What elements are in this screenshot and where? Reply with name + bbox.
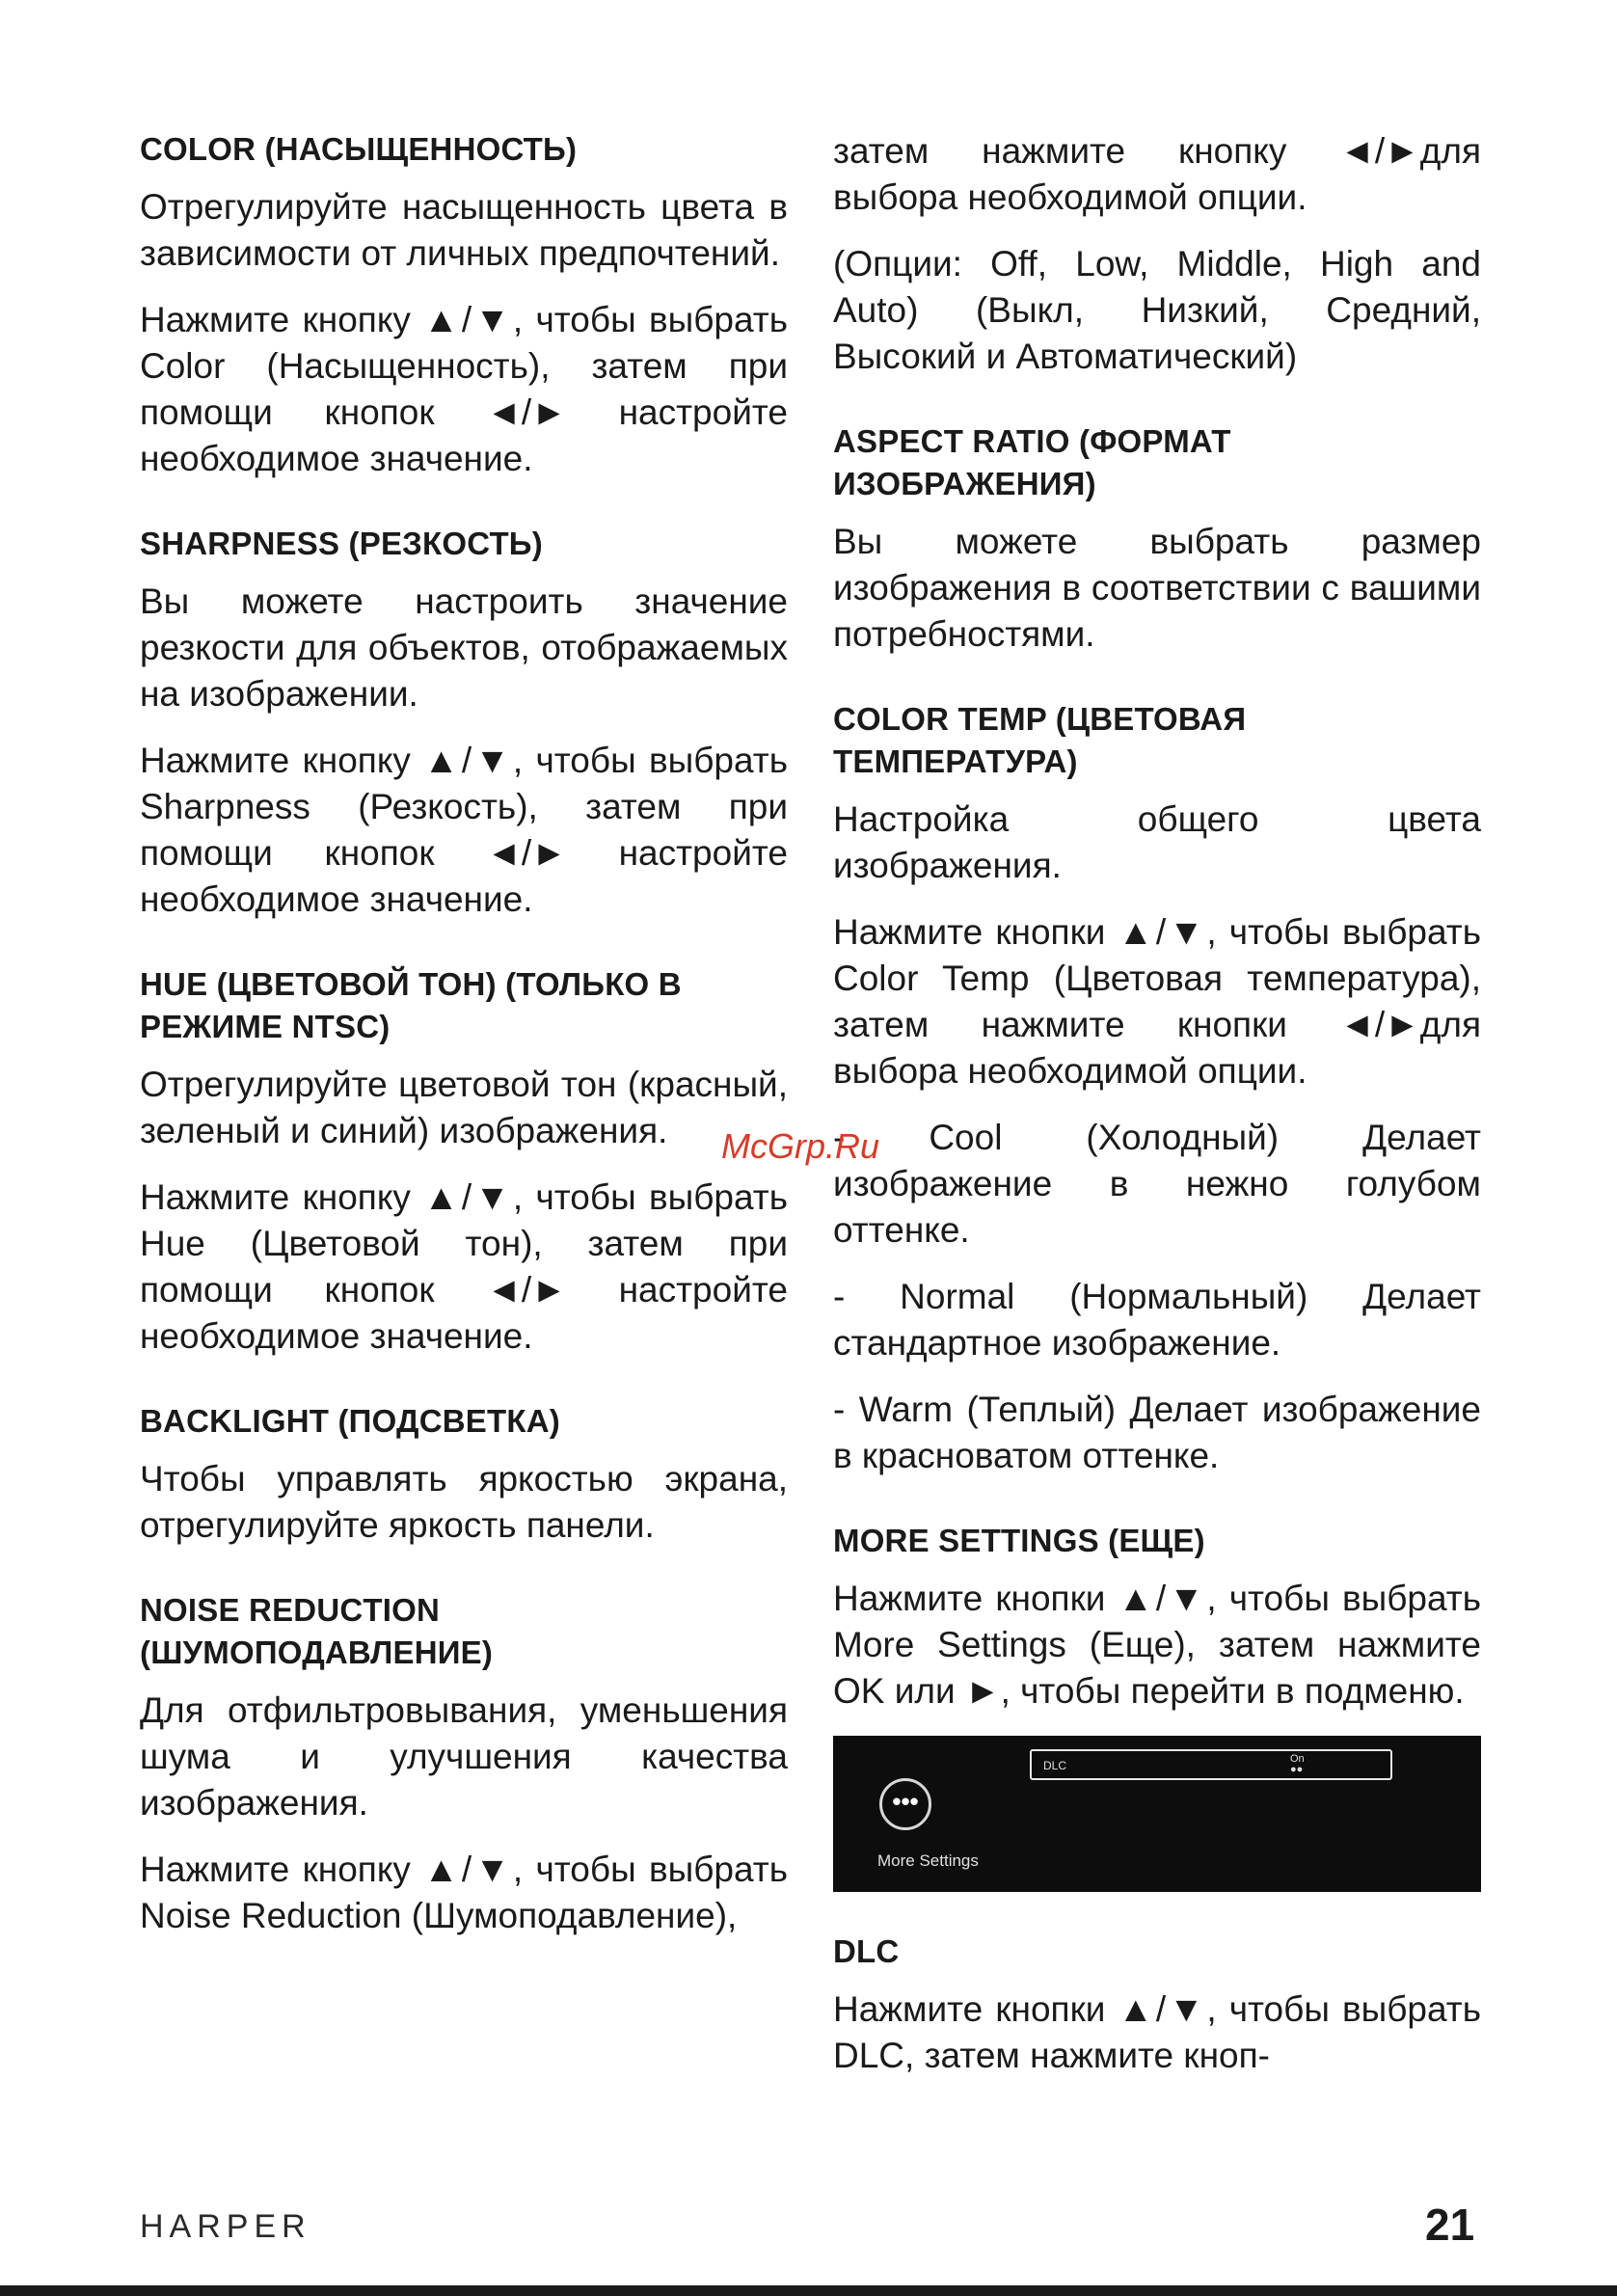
section [140, 523, 788, 923]
paragraph: Вы можете настроить значение резкости для объектов, отображаемых на изображении. [140, 581, 788, 714]
paragraph: Нажмите кнопку ▲/▼, чтобы выбрать Noise Reduction (Шумоподавление), [140, 1850, 788, 1935]
more-settings-icon: ••• [879, 1778, 931, 1830]
section-heading: DLC [833, 1933, 900, 1969]
right-column [833, 128, 1481, 2120]
section-heading: SHARPNESS (РЕЗКОСТЬ) [140, 526, 543, 561]
section-heading: NOISE REDUCTION (ШУМОПОДАВЛЕНИЕ) [140, 1592, 494, 1670]
watermark: McGrp.Ru [721, 1126, 880, 1166]
paragraph: Настройка общего цвета изображения. [833, 799, 1481, 885]
section [140, 128, 788, 482]
paragraph: Нажмите кнопку ▲/▼, чтобы выбрать Hue (Цветовой тон), затем при помощи кнопок ◄/► настройте необходимое значение. [140, 1177, 788, 1356]
section-heading: MORE SETTINGS (ЕЩЕ) [833, 1523, 1205, 1558]
page-number: 21 [1425, 2200, 1475, 2250]
paragraph: Вы можете выбрать размер изображения в соответствии с вашими потребностями. [833, 522, 1481, 654]
dlc-field [1030, 1749, 1392, 1780]
dlc-field-label: DLC [1043, 1759, 1067, 1772]
paragraph: (Опции: Off, Low, Middle, High and Auto) (Выкл, Низкий, Средний, Высокий и Автоматический) [833, 244, 1481, 376]
left-column [140, 128, 788, 1980]
section-heading: ASPECT RATIO (ФОРМАТ ИЗОБРАЖЕНИЯ) [833, 423, 1231, 501]
section [140, 1589, 788, 1939]
more-settings-screenshot [833, 1736, 1481, 1892]
section [833, 698, 1481, 1479]
paragraph: - Warm (Теплый) Делает изображение в красноватом оттенке. [833, 1390, 1481, 1475]
dlc-field-value [1290, 1754, 1305, 1775]
more-settings-label: More Settings [877, 1851, 979, 1870]
section-heading: COLOR (НАСЫЩЕННОСТЬ) [140, 131, 578, 167]
paragraph: - Cool (Холодный) Делает изображение в нежно голубом оттенке. [833, 1118, 1481, 1250]
section-heading: BACKLIGHT (ПОДСВЕТКА) [140, 1403, 560, 1439]
dlc-value-text: On [1290, 1753, 1305, 1765]
paragraph: Нажмите кнопки ▲/▼, чтобы выбрать DLC, затем нажмите кноп- [833, 1989, 1481, 2075]
section [140, 963, 788, 1360]
paragraph: Для отфильтровывания, уменьшения шума и улучшения качества изображения. [140, 1690, 788, 1823]
paragraph: - Normal (Нормальный) Делает стандартное изображение. [833, 1277, 1481, 1363]
brand-logo: HARPER [140, 2208, 311, 2245]
section-heading: HUE (ЦВЕТОВОЙ ТОН) (ТОЛЬКО В РЕЖИМЕ NTSC) [140, 966, 682, 1044]
paragraph: Отрегулируйте насыщенность цвета в зависимости от личных предпочтений. [140, 187, 788, 273]
section [833, 1931, 1481, 2079]
paragraph: Нажмите кнопку ▲/▼, чтобы выбрать Color (Насыщенность), затем при помощи кнопок ◄/► настройте необходимое значение. [140, 300, 788, 478]
section-heading: COLOR TEMP (ЦВЕТОВАЯ ТЕМПЕРАТУРА) [833, 701, 1247, 779]
paragraph: Нажмите кнопку ▲/▼, чтобы выбрать Sharpness (Резкость), затем при помощи кнопок ◄/► настройте необходимое значение. [140, 741, 788, 919]
section [833, 1520, 1481, 1715]
dlc-value-dots: ●● [1290, 1764, 1304, 1775]
section [833, 420, 1481, 658]
continuation [833, 128, 1481, 380]
paragraph: Отрегулируйте цветовой тон (красный, зеленый и синий) изображения. [140, 1065, 788, 1150]
paragraph: Чтобы управлять яркостью экрана, отрегулируйте яркость панели. [140, 1459, 788, 1545]
bottom-rule [0, 2285, 1617, 2296]
paragraph: затем нажмите кнопку ◄/►для выбора необходимой опции. [833, 131, 1481, 217]
paragraph: Нажмите кнопки ▲/▼, чтобы выбрать More Settings (Еще), затем нажмите OK или ►, чтобы перейти в подменю. [833, 1579, 1481, 1711]
paragraph: Нажмите кнопки ▲/▼, чтобы выбрать Color Temp (Цветовая температура), затем нажмите кнопки ◄/►для выбора необходимой опции. [833, 912, 1481, 1091]
section [140, 1400, 788, 1549]
